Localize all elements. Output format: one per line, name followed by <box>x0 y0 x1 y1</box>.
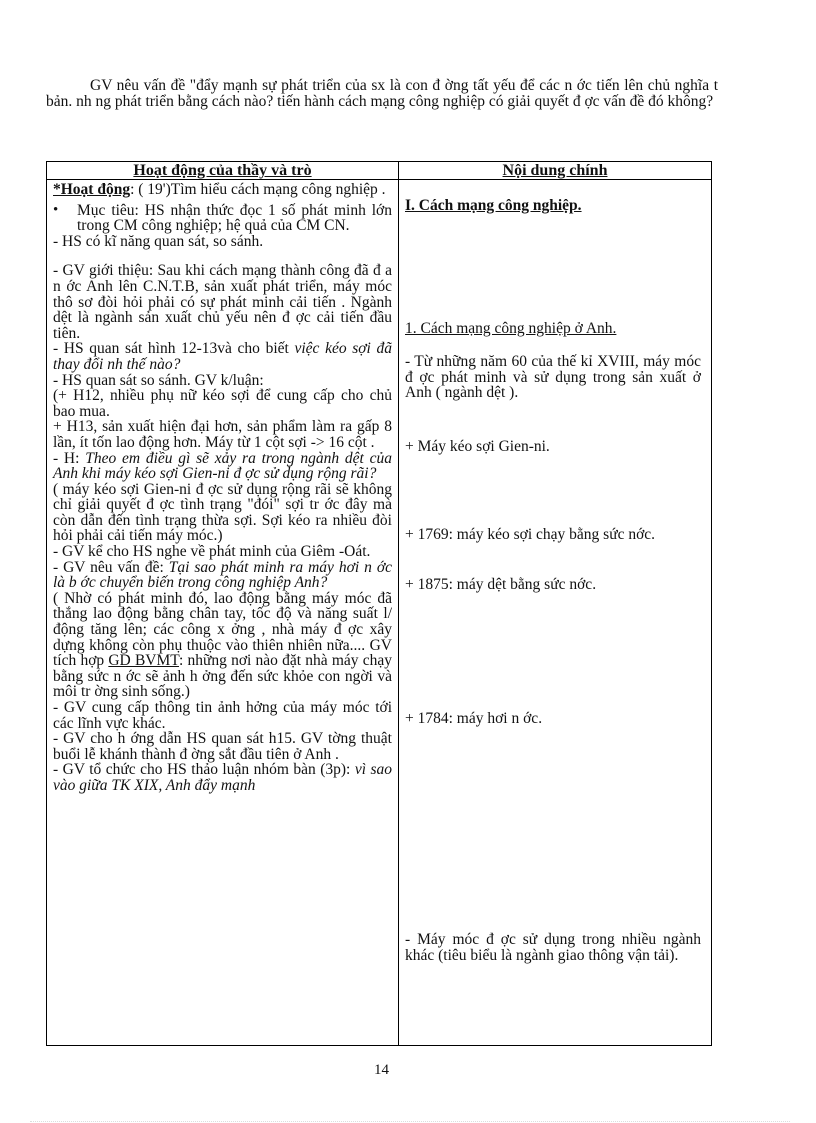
activity-label: *Hoạt động <box>53 181 131 198</box>
answer-jenny: ( máy kéo sợi Gien-ni đ ợc sử dụng rộng rãi sẽ không chỉ giải quyết đ ợc tình trạng "đói" sợi tr ớc đây mà còn dẫn đến tình trạng thừa sợi. Sợi kéo ra nhiều đòi hỏi phải cải tiến máy móc.) <box>53 480 392 545</box>
h13-note: + H13, sản xuất hiện đại hơn, sản phẩm làm ra gấp 8 lần, ít tốn lao động hơn. Máy từ 1 cột sợi -> 16 cột . <box>53 418 392 451</box>
skill-line: - HS có kĩ năng quan sát, so sánh. <box>53 232 264 250</box>
intro-paragraph <box>46 78 718 110</box>
observe-question-italic: việc kéo sợi đã thay đổi nh thế nào? <box>53 340 392 373</box>
observe-question <box>53 341 392 372</box>
bullet-icon: • <box>53 201 59 218</box>
col-header-content: Nội dung chính <box>399 162 712 180</box>
activity-title: : ( 19')Tìm hiểu cách mạng công nghiệp . <box>130 181 386 198</box>
objective-bullet <box>53 203 392 234</box>
question-jenny-lead: - H: <box>53 449 86 467</box>
answer-steam-c: : những nơi nào đặt nhà máy chạy bằng sức n ớc sẽ ảnh h ởng đến sức khỏe con ngời và môi tr ờng sinh sống.) <box>53 652 392 701</box>
content-item: + Máy kéo sợi Gien-ni. <box>405 438 550 455</box>
question-steam <box>53 560 392 591</box>
h12-note: (+ H12, nhiều phụ nữ kéo sợi để cung cấp cho chủ bao mua. <box>53 387 392 420</box>
activity-heading <box>53 182 392 198</box>
section-title: I. Cách mạng công nghiệp. <box>405 197 582 214</box>
intro-text: GV nêu vấn đề "đẩy mạnh sự phát triển của sx là con đ ờng tất yếu để các n ớc tiến lên chủ nghĩa t bản. nh ng phát triển bằng cách nào? tiến hành cách mạng công nghiệp có giải quyết đ ợc vấn đề đó không? <box>46 77 718 110</box>
objective-text: Mục tiêu: HS nhận thức đọc 1 số phát minh lớn trong CM công nghiệp; hệ quả của CM CN. <box>77 201 392 235</box>
table-header-row <box>47 162 712 180</box>
page-number: 14 <box>374 1062 389 1078</box>
question-jenny <box>53 451 392 482</box>
bvmt-label: GD BVMT <box>108 652 179 670</box>
answer-steam-a: ( Nhờ có phát minh đó, lao động bằng máy móc đã thắng lao động bằng chân tay, tốc độ và năng suất l/động tăng lên; các công x ởng , nhà máy đ ợc xây dựng không còn phụ thuộc vào thiên nhiên nữa.... GV tích hợp <box>53 589 392 670</box>
observe-question-lead: - HS quan sát hình 12-13và cho biết <box>53 340 295 358</box>
content-item: + 1784: máy hơi n ớc. <box>405 710 543 727</box>
content-item: + 1875: máy dệt bằng sức nớc. <box>405 576 597 593</box>
group-discussion-lead: - GV tổ chức cho HS thảo luận nhóm bàn (3p): <box>53 761 355 779</box>
content-item: + 1769: máy kéo sợi chạy bằng sức nớc. <box>405 526 656 543</box>
question-steam-italic: Tại sao phát minh ra máy hơi n ớc là b ớc chuyển biến trong công nghiệp Anh? <box>53 558 392 592</box>
subsection-title: 1. Cách mạng công nghiệp ở Anh. <box>405 320 617 337</box>
railway-line: - GV cho h ớng dẫn HS quan sát h15. GV tờng thuật buổi lễ khánh thành đ ờng sắt đầu tiên ở Anh . <box>53 730 392 763</box>
group-discussion-italic: vì sao vào giữa TK XIX, Anh đẩy mạnh <box>53 761 393 794</box>
impact-line: - GV cung cấp thông tin ảnh hởng của máy móc tới các lĩnh vực khác. <box>53 699 392 732</box>
group-discussion <box>53 762 392 793</box>
col-header-activities: Hoạt động của thầy và trò <box>47 162 399 180</box>
content-item: - Từ những năm 60 của thế kỉ XVIII, máy móc đ ợc phát minh và sử dụng trong sản xuất ở Anh ( ngành dệt ). <box>405 353 701 402</box>
content-cell <box>399 180 712 1046</box>
lesson-table <box>46 161 712 1046</box>
watt-story: - GV kể cho HS nghe về phát minh của Giêm -Oát. <box>53 543 371 561</box>
teacher-intro: - GV giới thiệu: Sau khi cách mạng thành công đã đ a n ớc Anh lên C.N.T.B, sản xuất phát triển, máy móc thô sơ đòi hỏi phải có sự phát minh cải tiến . Ngành dệt là ngành sản xuất chủ yếu nên đ ợc cải tiến đầu tiên. <box>53 262 392 342</box>
answer-steam <box>53 591 392 700</box>
content-item: - Máy móc đ ợc sử dụng trong nhiều ngành khác (tiêu biểu là ngành giao thông vận tải). <box>405 931 701 964</box>
footer-divider <box>30 1121 790 1122</box>
activities-cell <box>47 180 399 1046</box>
question-jenny-italic: Theo em điều gì sẽ xảy ra trong ngành dệt của Anh khi máy kéo sợi Gien-ni đ ợc sử dụng rộng rãi? <box>53 449 392 483</box>
table-row <box>47 180 712 1046</box>
compare-line: - HS quan sát so sánh. GV k/luận: <box>53 371 264 389</box>
question-steam-lead: - GV nêu vấn đề: <box>53 558 169 576</box>
